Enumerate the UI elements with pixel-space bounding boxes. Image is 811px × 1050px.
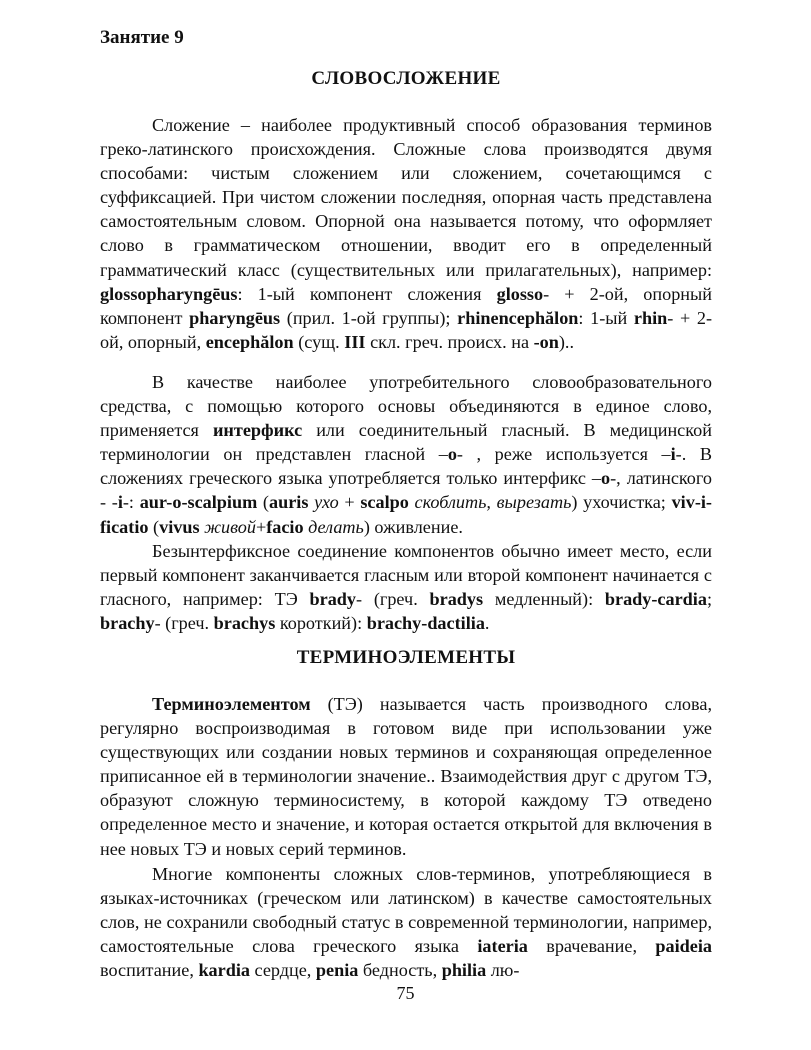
term-example: iateria — [477, 936, 528, 957]
term-example: brady-cardia — [604, 589, 707, 610]
paragraph-composition-intro: Сложение – наиболее продуктивный способ образования терминов греко-латинского происхождения. Сложные слова производятся двумя способами: чистым сложением или сложением, сочетающимся с суффиксацией. При чистом сложении последняя, опорная часть представлена самостоятельным словом. Опорной она называется потому, что оформляет слово в грамматическом отношении, вводит его в определенный грамматический класс (существительных или прилагательных), например: glossopharyngēus: 1-ый компонент сложения glosso- + 2-ой, опорный компонент pharyngēus (прил. 1-ой группы); rhinencephălon: 1-ый rhin- + 2-ой, опорный, encephălon (сущ. III скл. греч. происх. на -on).. — [100, 115, 713, 352]
paragraph-bound-components: Многие компоненты сложных слов-терминов, употребляющиеся в языках-источниках (греческом или латинском) в качестве самостоятельных слов, не сохранили свободный статус в современной терминологии, например, самостоятельные слова греческого языка iateria врачевание, paideia воспитание, kardia сердце, penia бедность, philia лю- — [100, 864, 712, 981]
term-example: bradys — [429, 589, 484, 610]
term-example: encephălon — [205, 331, 294, 352]
term-example: -on — [533, 331, 559, 352]
section-title-term-elements: ТЕРМИНОЭЛЕМЕНТЫ — [296, 647, 516, 668]
term-example: rhinencephălon — [457, 307, 579, 328]
term-example: III — [344, 331, 366, 352]
translation: ухо — [314, 492, 339, 513]
term-example: o — [601, 468, 611, 489]
term-example: rhin — [633, 307, 668, 328]
term-definition: Терминоэлементом — [152, 694, 311, 714]
translation: делать — [308, 516, 364, 537]
term-example: pharyngēus — [189, 307, 281, 328]
term-example: brachy — [100, 613, 155, 634]
section-title-word-composition: СЛОВОСЛОЖЕНИЕ — [311, 68, 501, 89]
paragraph-interfix: В качестве наиболее употребительного словообразовательного средства, с помощью которого основы объединяются в единое слово, применяется интерфикс или соединительный гласный. В медицинской терминологии он представлен гласной –o- , реже используется –i-. В сложениях греческого языка употребляется только интерфикс –o-, латинского - -i-: aur-o-scalpium (auris ухо + scalpo скоблить, вырезать) ухочистка; viv-i-ficatio (vivus живой+facio делать) оживление. — [100, 372, 712, 537]
term-example: vivus — [159, 516, 200, 537]
paragraph-term-element-definition: Терминоэлементом (ТЭ) называется часть производного слова, регулярно воспроизводимая в готовом виде при использовании уже существующих или создании новых терминов и сохраняющая определенное приписанное ей в терминологии значение.. Взаимодействия друг с другом ТЭ, образуют сложную терминосистему, в которой каждому ТЭ отведено определенное место и значение, и которая остается открытой для включения в нее новых ТЭ и новых серий терминов. — [100, 694, 712, 859]
term-interfix: интерфикс — [212, 420, 303, 441]
term-example: penia — [315, 960, 359, 981]
paragraph-no-interfix: Безынтерфиксное соединение компонентов обычно имеет место, если первый компонент заканчивается гласным или второй компонент начинается с гласного, например: ТЭ brady- (греч. bradys медленный): brady-cardia; brachy- (греч. brachys короткий): brachy-dactilia. — [100, 541, 713, 634]
term-example: paideia — [655, 936, 712, 957]
term-example: i — [117, 492, 123, 513]
page-number: 75 — [396, 983, 415, 1003]
term-example: glosso — [496, 283, 544, 304]
term-example: i — [670, 444, 676, 465]
term-example: facio — [266, 516, 304, 537]
term-example: brachy-dactilia — [366, 613, 485, 634]
term-example: auris — [269, 492, 309, 513]
term-example: o — [447, 444, 457, 465]
term-example: brady — [309, 589, 356, 610]
translation: скоблить, вырезать — [414, 492, 572, 513]
term-example: scalpo — [360, 492, 409, 513]
term-example: viv-i-ficatio — [100, 492, 712, 537]
term-example: brachys — [213, 613, 276, 634]
term-example: aur-o-scalpium — [139, 492, 258, 513]
lesson-label: Занятие 9 — [100, 27, 184, 48]
term-example: philia — [441, 960, 487, 981]
term-example: glossopharyngēus — [100, 283, 238, 304]
term-example: kardia — [198, 960, 250, 981]
translation: живой — [204, 516, 256, 537]
